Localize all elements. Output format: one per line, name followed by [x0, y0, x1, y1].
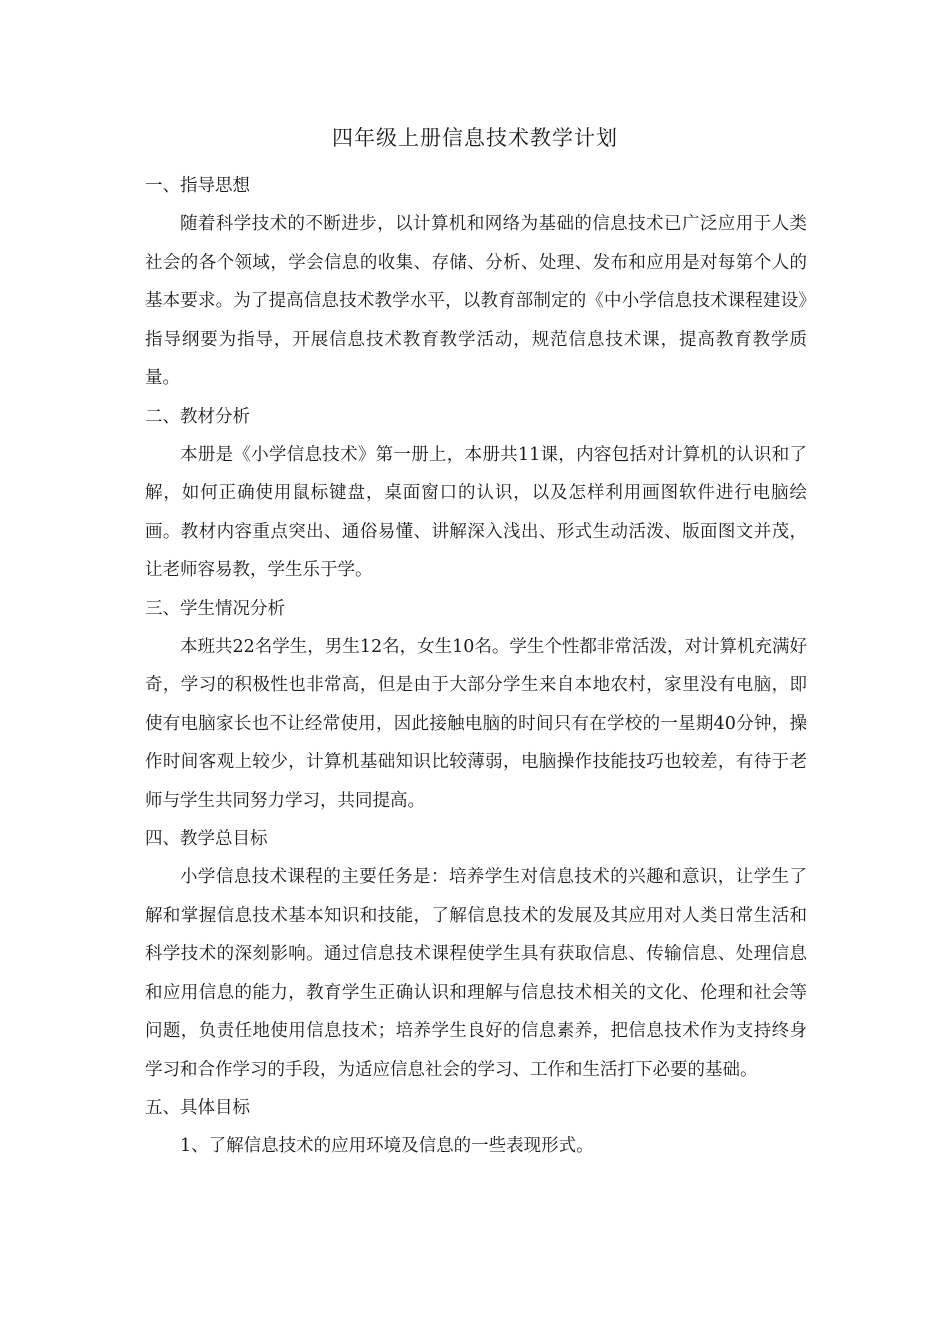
section-guiding-ideology: [145, 167, 807, 398]
section-specific-goals: [145, 1089, 807, 1166]
section-paragraph: 本班共22名学生，男生12名，女生10名。学生个性都非常活泼，对计算机充满好奇，学习的积极性也非常高，但是由于大部分学生来自本地农村，家里没有电脑，即使有电脑家长也不让经常使用，因此接触电脑的时间只有在学校的一星期40分钟，操作时间客观上较少，计算机基础知识比较薄弱，电脑操作技能技巧也较差，有待于老师与学生共同努力学习，共同提高。: [145, 636, 807, 811]
section-paragraph: 本册是《小学信息技术》第一册上，本册共11课，内容包括对计算机的认识和了解，如何正确使用鼠标键盘，桌面窗口的认识，以及怎样利用画图软件进行电脑绘画。教材内容重点突出、通俗易懂、讲解深入浅出、形式生动活泼、版面图文并茂，让老师容易教，学生乐于学。: [145, 444, 807, 580]
section-overall-goals: [145, 820, 807, 1089]
section-paragraph: 1、了解信息技术的应用环境及信息的一些表现形式。: [180, 1136, 594, 1156]
section-heading: 五、具体目标: [145, 1098, 250, 1118]
section-student-analysis: [145, 590, 807, 821]
section-paragraph: 随着科学技术的不断进步，以计算机和网络为基础的信息技术已广泛应用于人类社会的各个领域，学会信息的收集、存储、分析、处理、发布和应用是对每第个人的基本要求。为了提高信息技术教学水平，以教育部制定的《中小学信息技术课程建设》指导纲要为指导，开展信息技术教育教学活动，规范信息技术课，提高教育教学质量。: [145, 214, 807, 388]
section-paragraph: 小学信息技术课程的主要任务是：培养学生对信息技术的兴趣和意识，让学生了解和掌握信息技术基本知识和技能，了解信息技术的发展及其应用对人类日常生活和科学技术的深刻影响。通过信息技术课程使学生具有获取信息、传输信息、处理信息和应用信息的能力，教育学生正确认识和理解与信息技术相关的文化、伦理和社会等问题，负责任地使用信息技术；培养学生良好的信息素养，把信息技术作为支持终身学习和合作学习的手段，为适应信息社会的学习、工作和生活打下必要的基础。: [145, 867, 807, 1080]
section-heading: 三、学生情况分析: [145, 598, 285, 619]
section-heading: 四、教学总目标: [145, 829, 268, 849]
document-body: [145, 167, 807, 1166]
document-title: 四年级上册信息技术教学计划: [332, 126, 618, 150]
section-heading: 二、教材分析: [145, 406, 250, 427]
section-heading: 一、指导思想: [145, 176, 250, 196]
section-textbook-analysis: [145, 398, 807, 590]
